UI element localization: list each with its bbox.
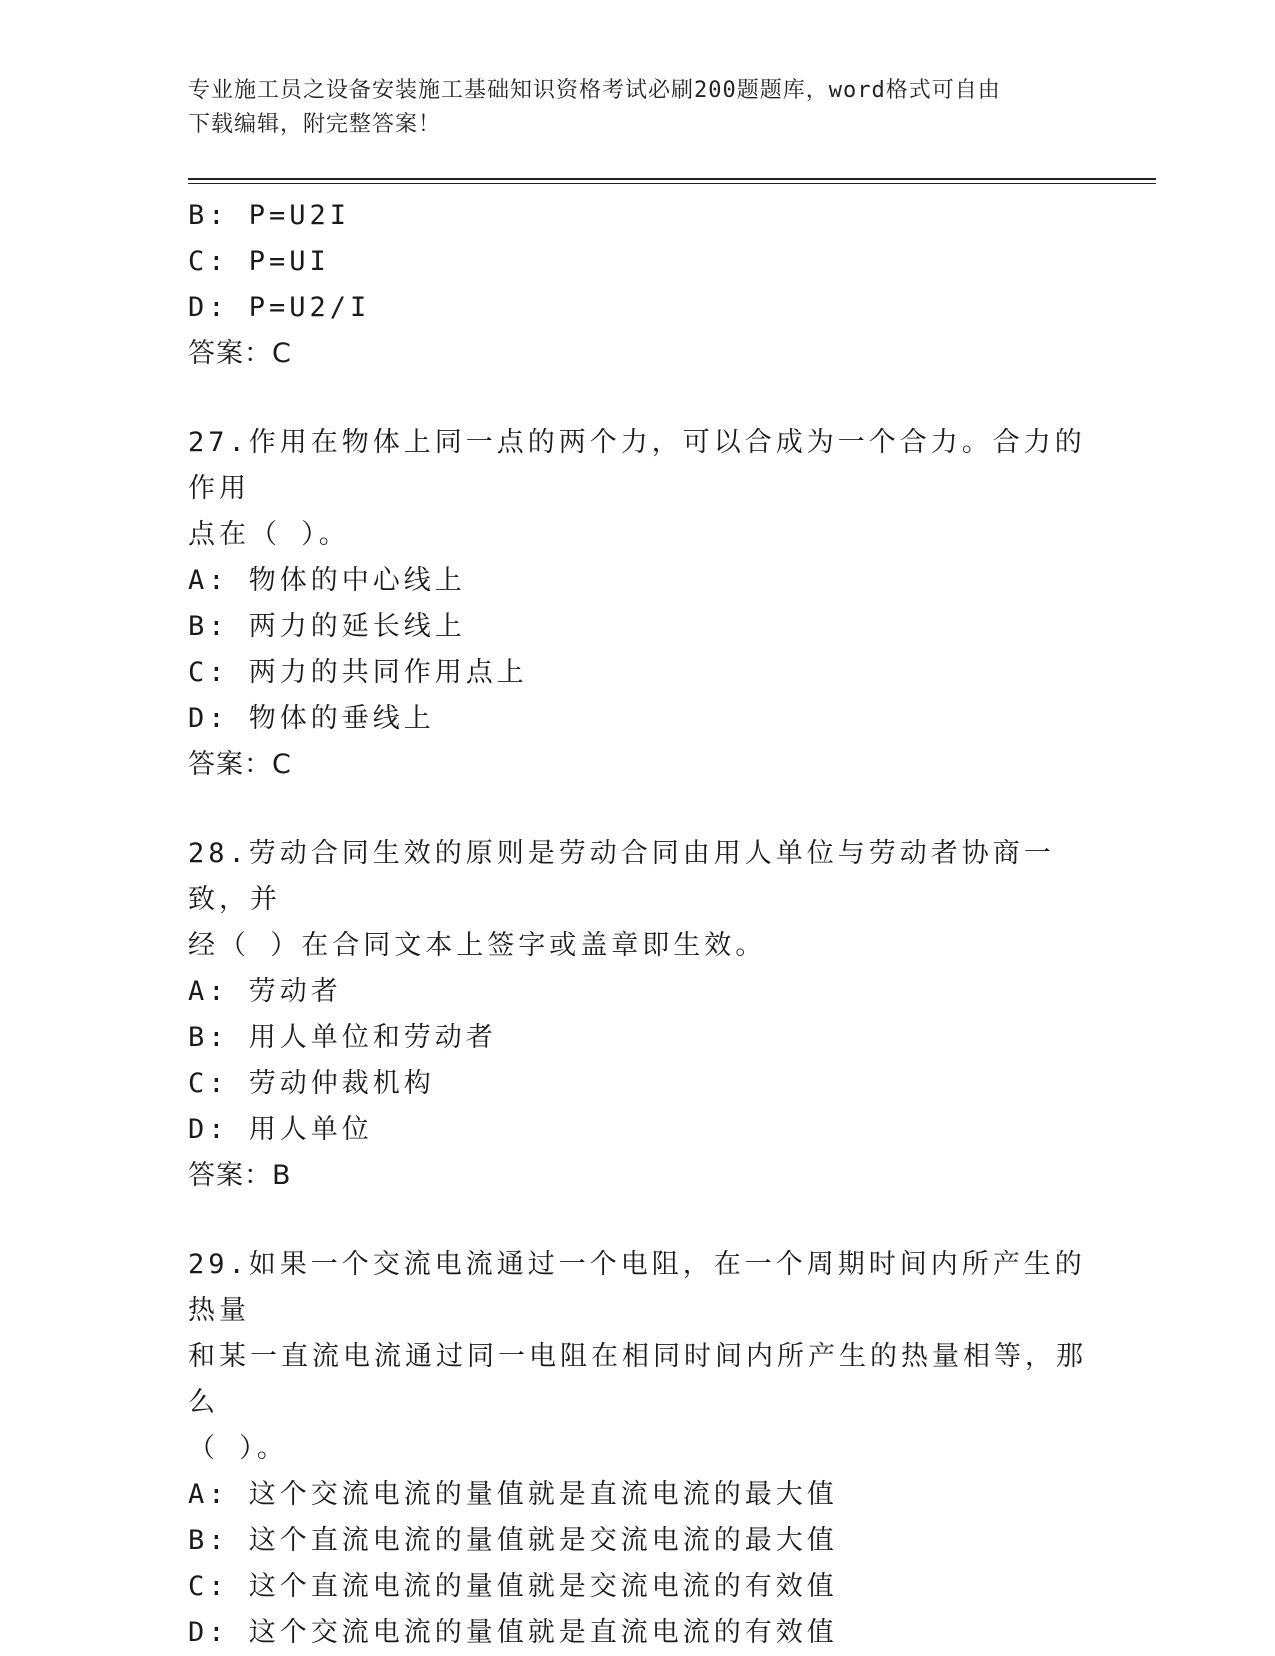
question-text-line: 和某一直流电流通过同一电阻在相同时间内所产生的热量相等，那么	[188, 1341, 1087, 1418]
question-27	[188, 420, 1088, 788]
answer-line: 答案：C	[188, 749, 292, 780]
option-d: D: 物体的垂线上	[188, 703, 435, 734]
document-header	[188, 74, 1068, 142]
header-line-1: 专业施工员之设备安装施工基础知识资格考试必刷200题题库，word格式可自由	[188, 78, 1001, 103]
header-line-2: 下载编辑，附完整答案！	[188, 112, 442, 137]
question-26-tail	[188, 193, 1088, 377]
option-c: C: 劳动仲裁机构	[188, 1068, 435, 1099]
question-text-line: 28.劳动合同生效的原则是劳动合同由用人单位与劳动者协商一致，并	[188, 838, 1055, 915]
header-rule-thick	[188, 178, 1156, 180]
question-text-line: 点在（ ）。	[188, 519, 350, 550]
option-d: D: P=U2/I	[188, 292, 371, 323]
option-c: C: 这个直流电流的量值就是交流电流的有效值	[188, 1571, 838, 1602]
answer-line: 答案：B	[188, 1160, 292, 1191]
header-rule-thin	[188, 183, 1156, 184]
question-text-line: 经（ ）在合同文本上签字或盖章即生效。	[188, 930, 767, 961]
option-c: C: P=UI	[188, 246, 330, 277]
question-text-line: 29.如果一个交流电流通过一个电阻，在一个周期时间内所产生的热量	[188, 1249, 1086, 1326]
option-b: B: 这个直流电流的量值就是交流电流的最大值	[188, 1525, 838, 1556]
question-text-line: 27.作用在物体上同一点的两个力，可以合成为一个合力。合力的作用	[188, 427, 1086, 504]
answer-line: 答案：C	[188, 338, 292, 369]
option-c: C: 两力的共同作用点上	[188, 657, 528, 688]
option-b: B: P=U2I	[188, 200, 351, 231]
option-b: B: 用人单位和劳动者	[188, 1022, 497, 1053]
option-a: A: 物体的中心线上	[188, 565, 466, 596]
option-b: B: 两力的延长线上	[188, 611, 466, 642]
question-29	[188, 1242, 1088, 1656]
option-a: A: 这个交流电流的量值就是直流电流的最大值	[188, 1479, 838, 1510]
question-28	[188, 831, 1088, 1199]
option-a: A: 劳动者	[188, 976, 342, 1007]
option-d: D: 这个交流电流的量值就是直流电流的有效值	[188, 1617, 838, 1648]
question-text-line: （ ）。	[188, 1433, 288, 1464]
option-d: D: 用人单位	[188, 1114, 373, 1145]
question-list	[188, 193, 1088, 1656]
